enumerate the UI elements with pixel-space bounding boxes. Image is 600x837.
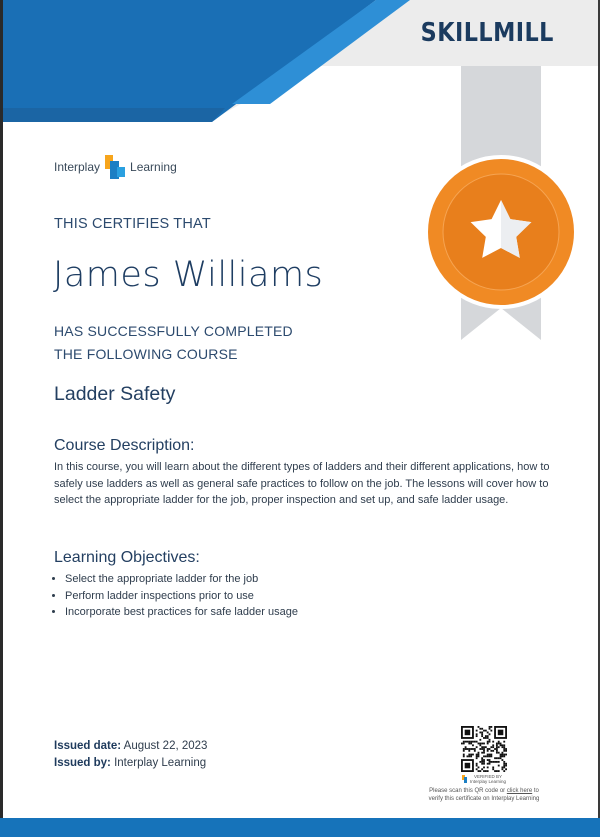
qr-caption-after: to	[532, 788, 539, 794]
completion-statement	[54, 320, 293, 366]
award-medal	[425, 66, 577, 344]
qr-caption-before: Please scan this QR code or	[429, 788, 507, 794]
completion-line-2: THE FOLLOWING COURSE	[54, 346, 238, 362]
objectives-title: Learning Objectives:	[54, 549, 200, 566]
course-title: Ladder Safety	[54, 383, 176, 405]
course-description	[54, 437, 554, 509]
issued-by-row	[54, 755, 207, 772]
issued-by-label: Issued by:	[54, 756, 111, 769]
issued-date-value: August 22, 2023	[123, 740, 208, 752]
qr-mini-line1: VERIFIED BY	[473, 774, 502, 779]
issued-date-label: Issued date:	[54, 740, 122, 752]
qr-code-icon[interactable]	[461, 726, 507, 772]
objective-item: • Perform ladder inspections prior to use	[65, 588, 534, 605]
interplay-mini-logo-icon	[462, 775, 468, 783]
page-edge-left	[0, 0, 3, 837]
logo-word-right: Learning	[130, 160, 177, 174]
objective-item: • Incorporate best practices for safe ladder usage	[65, 604, 534, 621]
logo-word-left: Interplay	[54, 160, 101, 174]
verification-block	[418, 726, 550, 803]
verify-link[interactable]: click here	[506, 788, 533, 794]
issued-by-value: Interplay Learning	[114, 756, 207, 769]
description-title: Course Description:	[54, 437, 195, 454]
objective-item: • Select the appropriate ladder for the job	[65, 571, 534, 588]
qr-verified-badge	[418, 774, 550, 784]
footer-bar	[0, 818, 600, 837]
objectives-list	[54, 571, 534, 621]
description-text: In this course, you will learn about the different types of ladders and their different applications, how to safely use ladders as well as general safe practices to follow on the job. The lessons will cover how to select the appropriate ladder for the job, proper inspection and set up, and safe ladder usage.	[54, 461, 550, 506]
certifies-heading: THIS CERTIFIES THAT	[54, 216, 211, 232]
brand-name: SKILLMILL	[420, 18, 554, 48]
qr-mini-line2: Interplay Learning	[469, 779, 507, 784]
completion-line-1: HAS SUCCESSFULLY COMPLETED	[54, 323, 293, 339]
qr-caption-line2: verify this certificate on Interplay Learning	[428, 795, 540, 802]
learning-objectives	[54, 549, 534, 621]
recipient-name: James Williams	[53, 255, 324, 295]
interplay-logo	[54, 153, 177, 181]
issue-details	[54, 738, 207, 771]
interplay-logo-icon	[104, 153, 126, 181]
issued-date-row	[54, 738, 207, 755]
qr-caption	[418, 788, 550, 803]
